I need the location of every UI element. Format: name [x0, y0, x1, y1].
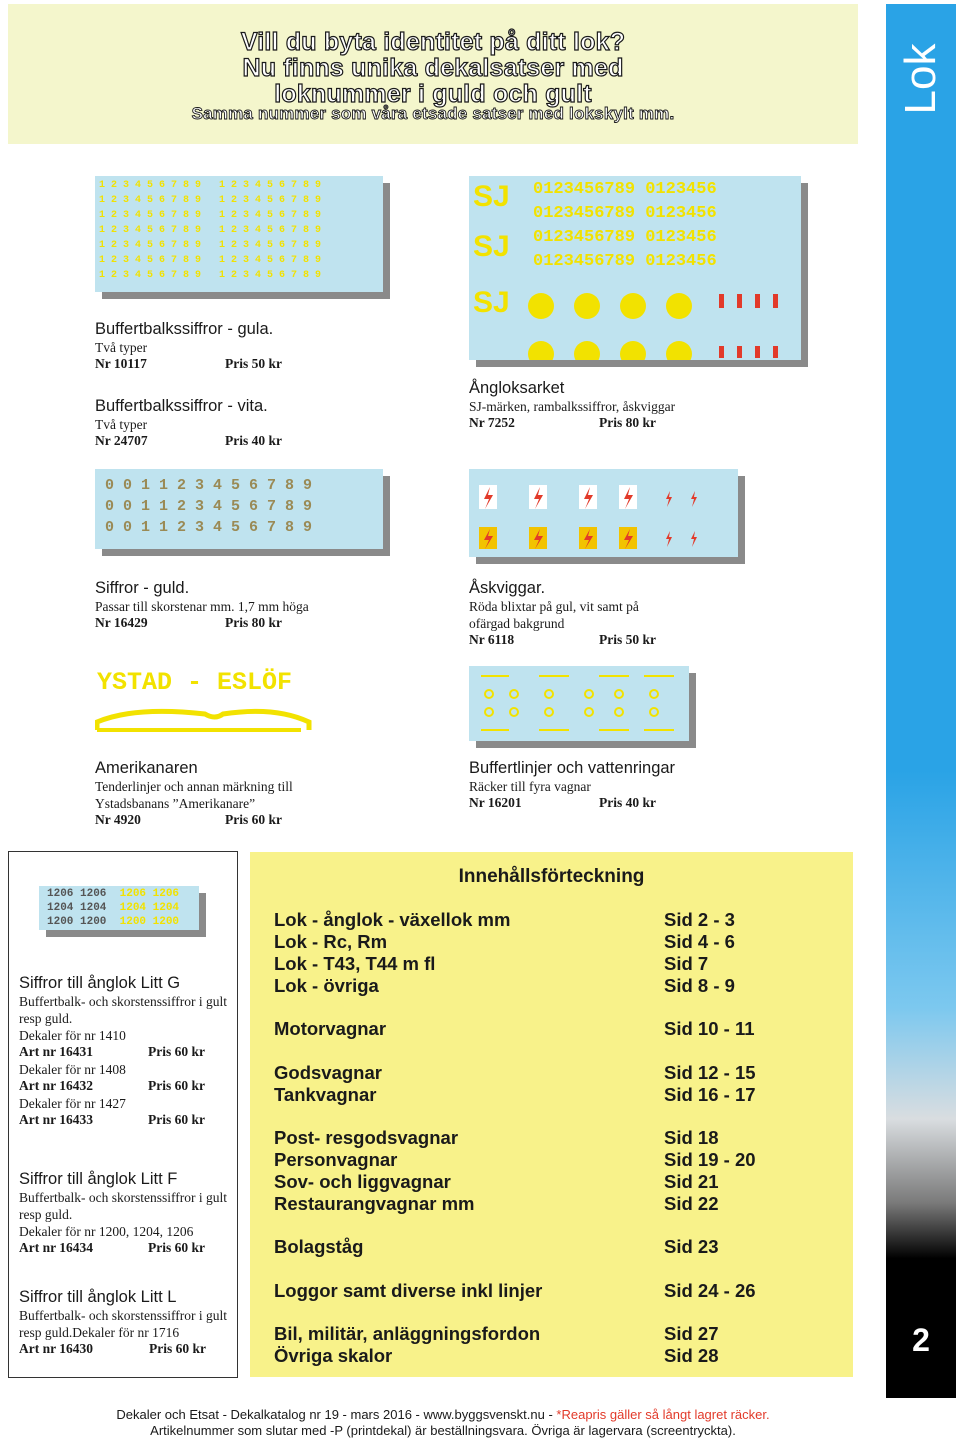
page-number: 2 — [912, 1322, 930, 1358]
art-nr: Art nr 16430 — [19, 1341, 93, 1356]
litt-g-desc: Buffertbalk- och skorstenssiffror i gult resp guld. — [19, 994, 227, 1026]
yellow-digit-group: 1 2 3 4 5 6 7 8 9 — [219, 270, 322, 281]
banner-line-3: loknummer i guld och gult — [274, 80, 592, 108]
toc-row-label: Personvagnar — [274, 1149, 398, 1170]
product-line: Två typer — [95, 417, 148, 432]
yellow-digit-group: 1 2 3 4 5 6 7 8 9 — [219, 210, 322, 221]
footer-line-2: Artikelnummer som slutar med -P (printdekal) är beställningsvara. Övriga är lagervara (screentryckta). — [150, 1423, 736, 1438]
litt-g-note: Dekaler för nr 1408 — [19, 1062, 126, 1077]
litt-g-section — [19, 974, 231, 1129]
litt-f-desc: Buffertbalk- och skorstenssiffror i gult resp guld. — [19, 1190, 227, 1222]
yellow-digit-row — [99, 268, 321, 283]
product-price: Pris 60 kr — [225, 812, 282, 827]
banner-line-1: Vill du byta identitet på ditt lok? — [240, 28, 626, 56]
loco-digits-box — [8, 851, 238, 1378]
ystad-eslof-logo — [95, 668, 325, 740]
footer-text: Dekaler och Etsat - Dekalkatalog nr 19 - mars 2016 - www.byggsvenskt.nu - — [116, 1407, 557, 1422]
toc-row-label: Lok - övriga — [274, 975, 379, 996]
product-line: Två typer — [95, 340, 148, 355]
yellow-digit-row — [99, 193, 321, 208]
product-nr: Nr 10117 — [95, 356, 147, 371]
banner-line-4: Samma nummer som våra etsade satser med lokskylt mm. — [191, 104, 675, 123]
product-nr: Nr 16429 — [95, 615, 148, 630]
toc-row-label: Sov- och liggvagnar — [274, 1171, 451, 1192]
product-price: Pris 40 kr — [225, 433, 282, 448]
toc-row-page: Sid 23 — [664, 1236, 719, 1257]
tender-stripe-icon — [95, 700, 325, 740]
product-price: Pris 50 kr — [599, 632, 656, 647]
product-line: SJ-märken, rambalkssiffror, åskviggar — [469, 399, 676, 414]
product-line: Tenderlinjer och annan märkning till — [95, 779, 293, 794]
product-nr: Nr 7252 — [469, 415, 515, 430]
art-price: Pris 60 kr — [148, 1112, 205, 1127]
litt-g-note: Dekaler för nr 1427 — [19, 1096, 126, 1111]
toc-row-page: Sid 27 — [664, 1323, 719, 1344]
yellow-digit-group: 1 2 3 4 5 6 7 8 9 — [219, 225, 322, 236]
product-title: Amerikanaren — [95, 759, 198, 777]
decal-digit-rows — [99, 178, 321, 283]
sj-winged-wheel-icons — [469, 176, 801, 360]
decal-image-buffer-lines — [469, 666, 689, 741]
lightning-bolt-icons — [469, 469, 738, 557]
yellow-digit-group: 1 2 3 4 5 6 7 8 9 — [99, 210, 202, 221]
yellow-digit-row — [99, 178, 321, 193]
decal-image-sj-sheet — [469, 176, 801, 360]
product-price: Pris 50 kr — [225, 356, 282, 371]
sj-logo-2: SJ — [473, 230, 510, 263]
litt-l-title: Siffror till ånglok Litt L — [19, 1288, 177, 1306]
art-nr: Art nr 16434 — [19, 1240, 93, 1255]
litt-g-note: Dekaler för nr 1410 — [19, 1028, 126, 1043]
footer-reapris-note: *Reapris gäller så långt lagret räcker. — [556, 1407, 770, 1422]
art-nr: Art nr 16432 — [19, 1078, 93, 1093]
yellow-digit-row — [99, 238, 321, 253]
litt-f-section — [19, 1170, 231, 1257]
toc-row-page: Sid 19 - 20 — [664, 1149, 756, 1170]
sj-logo-1: SJ — [473, 180, 510, 213]
toc-row-label: Lok - Rc, Rm — [274, 931, 388, 952]
art-price: Pris 60 kr — [149, 1341, 206, 1356]
product-title: Buffertlinjer och vattenringar — [469, 759, 676, 777]
toc-row-page: Sid 22 — [664, 1193, 719, 1214]
section-title: Lok — [896, 43, 945, 115]
toc-row-label: Tankvagnar — [274, 1084, 377, 1105]
yellow-digit-group: 1 2 3 4 5 6 7 8 9 — [99, 180, 202, 191]
product-16201 — [469, 759, 829, 812]
product-6118 — [469, 579, 829, 649]
toc-row-page: Sid 21 — [664, 1171, 719, 1192]
product-line: Röda blixtar på gul, vit samt på — [469, 599, 639, 614]
product-24707 — [95, 397, 425, 450]
product-line: Räcker till fyra vagnar — [469, 779, 591, 794]
section-sidebar — [886, 4, 956, 1398]
banner-line-2: Nu finns unika dekalsatser med — [242, 54, 624, 82]
yellow-digit-group: 1 2 3 4 5 6 7 8 9 — [219, 180, 322, 191]
product-title: Åskviggar. — [469, 579, 546, 597]
sj-logo-3: SJ — [473, 286, 510, 319]
yellow-digit-row — [99, 253, 321, 268]
litt-l-desc: Buffertbalk- och skorstenssiffror i gult resp guld.Dekaler för nr 1716 — [19, 1308, 227, 1340]
product-nr: Nr 4920 — [95, 812, 141, 827]
toc-row-label: Loggor samt diverse inkl linjer — [274, 1280, 543, 1301]
toc-row-page: Sid 7 — [664, 953, 709, 974]
yellow-digit-group: 1 2 3 4 5 6 7 8 9 — [99, 195, 202, 206]
decal-image-bolts — [469, 469, 738, 557]
buffer-ring-icons — [469, 666, 689, 741]
toc-row-label: Lok - T43, T44 m fl — [274, 953, 436, 974]
yellow-digit-group: 1 2 3 4 5 6 7 8 9 — [99, 270, 202, 281]
ystad-eslof-text: YSTAD - ESLÖF — [97, 668, 293, 697]
toc-row-page: Sid 16 - 17 — [664, 1084, 756, 1105]
yellow-digit-row — [99, 208, 321, 223]
toc-row-page: Sid 10 - 11 — [664, 1018, 755, 1039]
art-nr: Art nr 16431 — [19, 1044, 93, 1059]
product-nr: Nr 6118 — [469, 632, 515, 647]
yellow-digit-group: 1 2 3 4 5 6 7 8 9 — [99, 240, 202, 251]
toc-row-label: Lok - ånglok - växellok mm — [274, 909, 511, 930]
table-of-contents — [250, 852, 853, 1377]
yellow-digit-group: 1 2 3 4 5 6 7 8 9 — [219, 195, 322, 206]
art-price: Pris 60 kr — [148, 1240, 205, 1255]
product-nr: Nr 16201 — [469, 795, 522, 810]
toc-row-label: Restaurangvagnar mm — [274, 1193, 475, 1214]
header-banner — [8, 4, 858, 144]
toc-row-page: Sid 4 - 6 — [664, 931, 735, 952]
toc-row-page: Sid 18 — [664, 1127, 719, 1148]
art-price: Pris 60 kr — [148, 1044, 205, 1059]
product-line: Passar till skorstenar mm. 1,7 mm höga — [95, 599, 309, 614]
decal-image-litt-g: 1206 1206 1206 1206 1204 1204 1204 1204 1200 1200 1200 1200 — [39, 886, 199, 930]
yellow-digit-group: 1 2 3 4 5 6 7 8 9 — [219, 255, 322, 266]
product-4920 — [95, 759, 425, 829]
litt-f-note: Dekaler för nr 1200, 1204, 1206 — [19, 1224, 194, 1239]
litt-f-title: Siffror till ånglok Litt F — [19, 1170, 178, 1188]
product-title: Ångloksarket — [469, 379, 565, 397]
litt-l-section — [19, 1288, 231, 1358]
yellow-digit-group: 1 2 3 4 5 6 7 8 9 — [99, 225, 202, 236]
decal-image-gold-digits — [95, 469, 383, 549]
footer-line-1 — [0, 1407, 886, 1422]
product-price: Pris 40 kr — [599, 795, 656, 810]
toc-row-label: Motorvagnar — [274, 1018, 387, 1039]
toc-row-label: Bolagståg — [274, 1236, 364, 1257]
art-nr: Art nr 16433 — [19, 1112, 93, 1127]
product-7252 — [469, 379, 829, 432]
product-16429 — [95, 579, 425, 632]
product-line: ofärgad bakgrund — [469, 616, 565, 631]
sj-digit-block: 0123456789 0123456 0123456789 0123456 0123456789 0123456 0123456789 0123456 — [533, 180, 717, 271]
toc-title: Innehållsförteckning — [458, 866, 645, 887]
gold-digit-rows: 0 0 1 1 2 3 4 5 6 7 8 9 0 0 1 1 2 3 4 5 6 7 8 9 0 0 1 1 2 3 4 5 6 7 8 9 — [105, 477, 313, 536]
yellow-digit-row — [99, 223, 321, 238]
product-10117 — [95, 320, 425, 373]
toc-row-label: Bil, militär, anläggningsfordon — [274, 1323, 541, 1344]
toc-row-page: Sid 8 - 9 — [664, 975, 735, 996]
product-nr: Nr 24707 — [95, 433, 148, 448]
product-line: Ystadsbanans ”Amerikanare” — [95, 796, 256, 811]
litt-g-title: Siffror till ånglok Litt G — [19, 974, 181, 992]
yellow-digit-group: 1 2 3 4 5 6 7 8 9 — [99, 255, 202, 266]
product-title: Buffertbalkssiffror - vita. — [95, 397, 268, 415]
toc-row-label: Godsvagnar — [274, 1062, 382, 1083]
toc-row-page: Sid 24 - 26 — [664, 1280, 756, 1301]
art-price: Pris 60 kr — [148, 1078, 205, 1093]
toc-row-label: Post- resgodsvagnar — [274, 1127, 459, 1148]
product-price: Pris 80 kr — [225, 615, 282, 630]
toc-row-page: Sid 2 - 3 — [664, 909, 735, 930]
product-title: Buffertbalkssiffror - gula. — [95, 320, 274, 338]
decal-image-buffer-digits — [95, 176, 383, 292]
product-title: Siffror - guld. — [95, 579, 190, 597]
toc-row-label: Övriga skalor — [274, 1345, 393, 1366]
toc-row-page: Sid 12 - 15 — [664, 1062, 756, 1083]
toc-row-page: Sid 28 — [664, 1345, 719, 1366]
yellow-digit-group: 1 2 3 4 5 6 7 8 9 — [219, 240, 322, 251]
product-price: Pris 80 kr — [599, 415, 656, 430]
